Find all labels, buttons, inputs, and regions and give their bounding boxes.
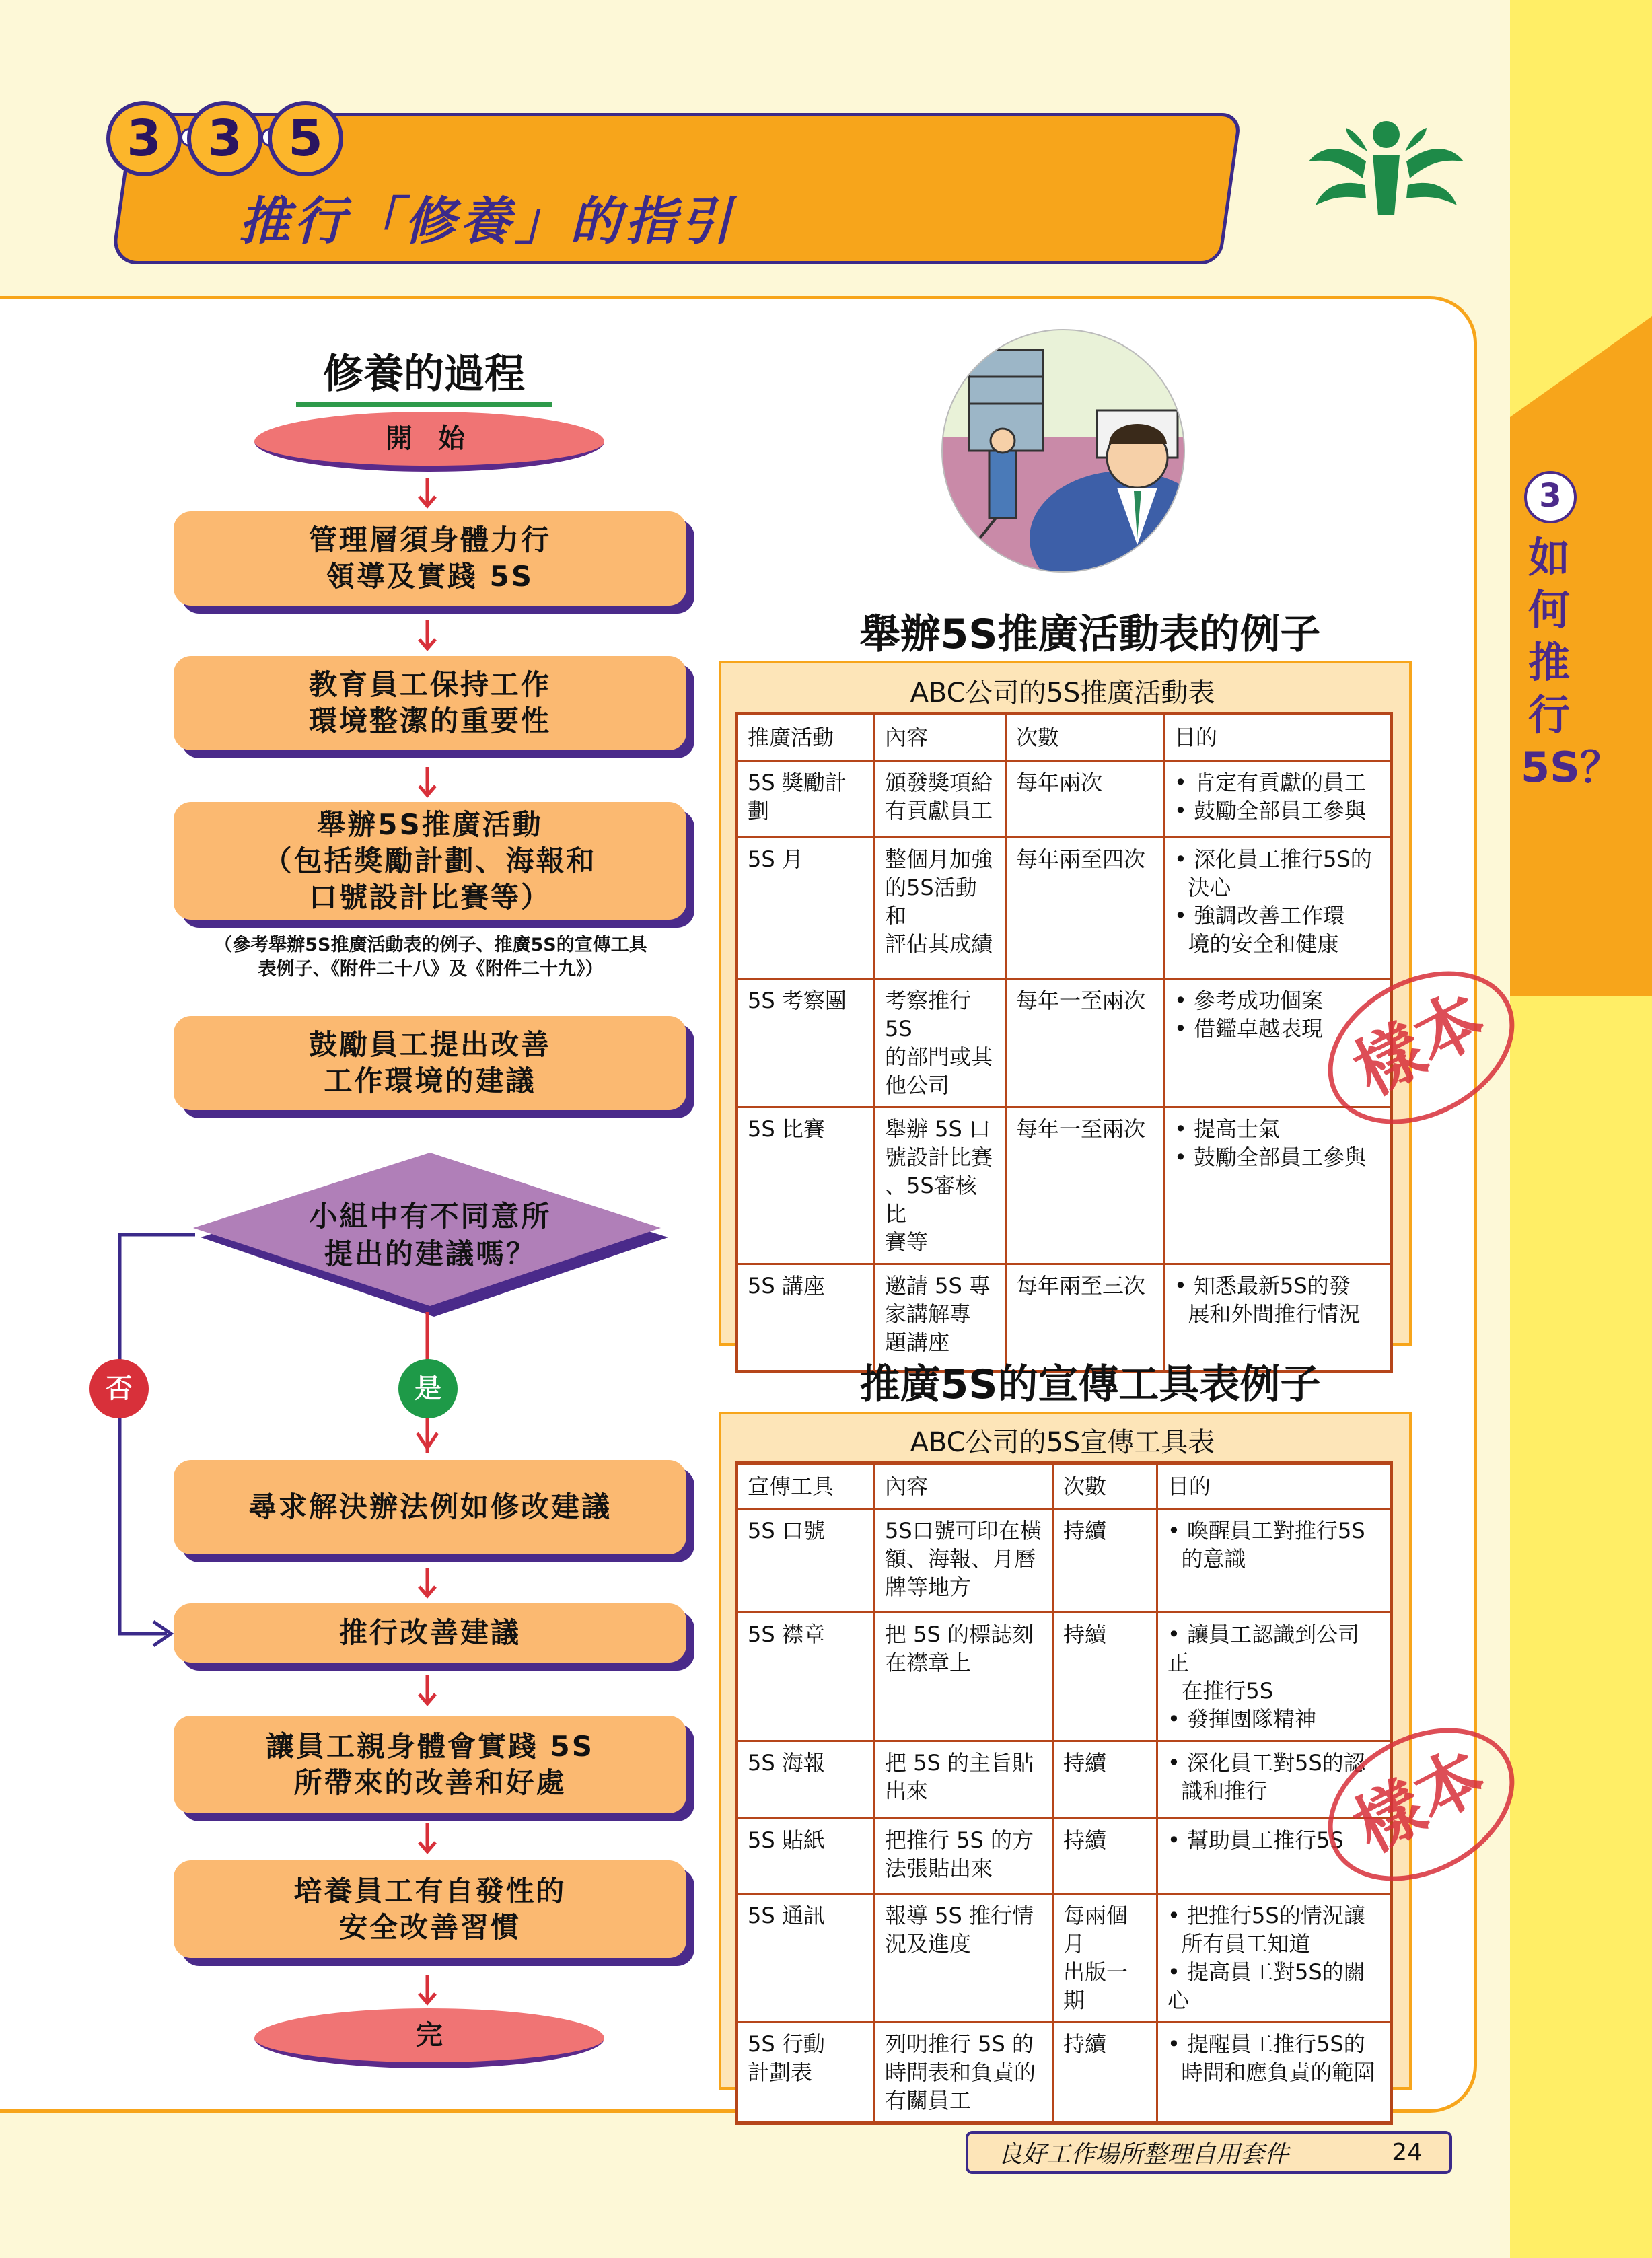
cell: 5S 口號: [737, 1509, 875, 1613]
cell: 每年兩次: [1006, 761, 1164, 838]
table-row: [737, 2023, 1392, 2123]
cell: 5S 貼紙: [737, 1819, 875, 1894]
cell: 5S 海報: [737, 1741, 875, 1819]
flow-step-6-text: 推行改善建議: [338, 1616, 521, 1649]
cell: 考察推行5S 的部門或其 他公司: [875, 979, 1006, 1107]
page-number: 24: [1392, 2138, 1423, 2166]
decision-question: 小組中有不同意所 提出的建議嗎？: [309, 1200, 552, 1270]
header-cell: 次數: [1006, 714, 1164, 761]
table-row: [737, 761, 1392, 838]
no-label: 否: [89, 1359, 149, 1418]
cell: 5S 襟章: [737, 1613, 875, 1741]
tools-title: 推廣5S的宣傳工具表例子: [859, 1361, 1321, 1408]
activities-caption: ABC公司的5S推廣活動表: [910, 678, 1215, 708]
flow-end: 完: [254, 2008, 604, 2068]
cell: 報導 5S 推行情 況及進度: [875, 1894, 1053, 2023]
cell: 把 5S 的標誌刻 在襟章上: [875, 1613, 1053, 1741]
sample-stamp: 樣本: [1301, 941, 1540, 1155]
flow-reference-note: （參考舉辦5S推廣活動表的例子、推廣5S的宣傳工具 表例子、《附件二十八》及《附件二十九》）: [214, 935, 647, 980]
table-header-row: [737, 714, 1392, 761]
tools-table: [735, 1461, 1393, 2125]
table-row: [737, 838, 1392, 979]
table-row: [737, 1741, 1392, 1819]
header-cell: 目的: [1164, 714, 1392, 761]
cell: 5S 考察團: [737, 979, 875, 1107]
cell: 每年一至兩次: [1006, 1107, 1164, 1264]
header-cell: 內容: [875, 714, 1006, 761]
arrow-down-icon: [417, 1675, 437, 1706]
cell: • 知悉最新5S的發 展和外間推行情況: [1164, 1264, 1392, 1372]
footer-title: 良好工作場所整理自用套件: [998, 2140, 1289, 2169]
flow-step-7: [174, 1716, 686, 1813]
cell: • 幫助員工推行5S: [1157, 1819, 1392, 1894]
cell: • 深化員工對5S的認 識和推行: [1157, 1741, 1392, 1819]
cell: 5S 比賽: [737, 1107, 875, 1264]
table-row: [737, 1819, 1392, 1894]
cell: 邀請 5S 專 家講解專 題講座: [875, 1264, 1006, 1372]
activities-title: 舉辦5S推廣活動表的例子: [859, 611, 1321, 658]
cell: 5S 獎勵計劃: [737, 761, 875, 838]
flow-step-8-text: 培養員工有自發性的 安全改善習慣: [293, 1874, 567, 1944]
header-cell: 宣傳工具: [737, 1463, 875, 1509]
cell: 列明推行 5S 的 時間表和負責的 有關員工: [875, 2023, 1053, 2123]
cell: 持續: [1053, 1741, 1157, 1819]
arrow-down-icon: [417, 1823, 437, 1854]
flow-step-6: [174, 1603, 686, 1663]
cell: 5S 講座: [737, 1264, 875, 1372]
cell: 每年兩至三次: [1006, 1264, 1164, 1372]
flow-step-1-text: 管理層須身體力行 領導及實踐 5S: [308, 523, 551, 593]
cell: 整個月加強 的5S活動和 評估其成績: [875, 838, 1006, 979]
table-row: [737, 1613, 1392, 1741]
cell: • 讓員工認識到公司正 在推行5S • 發揮團隊精神: [1157, 1613, 1392, 1741]
flow-step-2-text: 教育員工保持工作 環境整潔的重要性: [308, 668, 551, 737]
table-row: [737, 1107, 1392, 1264]
flow-step-5: [174, 1460, 686, 1554]
arrow-down-icon: [417, 1568, 437, 1599]
section-number-2: 3: [187, 101, 262, 176]
cell: 每兩個月 出版一期: [1053, 1894, 1157, 2023]
office-illustration: [895, 323, 1231, 579]
side-chapter-title: 如何推行5S？: [1521, 533, 1622, 792]
flow-step-4-text: 鼓勵員工提出改善 工作環境的建議: [308, 1028, 551, 1097]
side-chapter-number: 3: [1524, 471, 1577, 523]
cell: • 提醒員工推行5S的 時間和應負責的範圍: [1157, 2023, 1392, 2123]
sample-stamp: 樣本: [1301, 1698, 1540, 1911]
tools-caption: ABC公司的5S宣傳工具表: [910, 1427, 1215, 1458]
cell: 持續: [1053, 2023, 1157, 2123]
section-number-1: 3: [106, 101, 182, 176]
page-title: 推行「修養」的指引: [239, 191, 735, 251]
flowchart-title: 修養的過程: [296, 342, 552, 407]
flow-step-3-text: 舉辦5S推廣活動 （包括獎勵計劃、海報和 口號設計比賽等）: [263, 807, 597, 914]
cell: • 深化員工推行5S的 決心 • 強調改善工作環 境的安全和健康: [1164, 838, 1392, 979]
cell: 持續: [1053, 1819, 1157, 1894]
header-cell: 內容: [875, 1463, 1053, 1509]
arrow-down-icon: [417, 1975, 437, 2006]
header-cell: 目的: [1157, 1463, 1392, 1509]
cell: 5S 行動 計劃表: [737, 2023, 875, 2123]
header-cell: 推廣活動: [737, 714, 875, 761]
table-header-row: [737, 1463, 1392, 1509]
cell: • 喚醒員工對推行5S 的意識: [1157, 1509, 1392, 1613]
flow-step-8: [174, 1860, 686, 1958]
logo-icon: [1305, 114, 1467, 229]
flow-start: 開 始: [254, 412, 604, 472]
flow-step-5-text: 尋求解決辦法例如修改建議: [248, 1490, 612, 1523]
cell: 頒發獎項給 有貢獻員工: [875, 761, 1006, 838]
cell: 5S口號可印在橫 額、海報、月曆 牌等地方: [875, 1509, 1053, 1613]
cell: 把 5S 的主旨貼 出來: [875, 1741, 1053, 1819]
cell: • 把推行5S的情況讓 所有員工知道 • 提高員工對5S的關心: [1157, 1894, 1392, 2023]
cell: 把推行 5S 的方 法張貼出來: [875, 1819, 1053, 1894]
activities-table: [735, 712, 1393, 1373]
table-row: [737, 1509, 1392, 1613]
cell: 舉辦 5S 口 號設計比賽 、5S審核比 賽等: [875, 1107, 1006, 1264]
cell: 5S 通訊: [737, 1894, 875, 2023]
flow-step-7-text: 讓員工親身體會實踐 5S 所帶來的改善和好處: [265, 1729, 595, 1799]
cell: 每年一至兩次: [1006, 979, 1164, 1107]
cell: 5S 月: [737, 838, 875, 979]
section-number-3: 5: [268, 101, 343, 176]
cell: 持續: [1053, 1509, 1157, 1613]
header-cell: 次數: [1053, 1463, 1157, 1509]
cell: • 肯定有貢獻的員工 • 鼓勵全部員工參與: [1164, 761, 1392, 838]
page-footer: [966, 2131, 1452, 2174]
cell: • 參考成功個案 • 借鑑卓越表現: [1164, 979, 1392, 1107]
cell: 持續: [1053, 1613, 1157, 1741]
table-row: [737, 1894, 1392, 2023]
cell: • 提高士氣 • 鼓勵全部員工參與: [1164, 1107, 1392, 1264]
table-row: [737, 979, 1392, 1107]
yes-label: 是: [398, 1359, 458, 1418]
cell: 每年兩至四次: [1006, 838, 1164, 979]
